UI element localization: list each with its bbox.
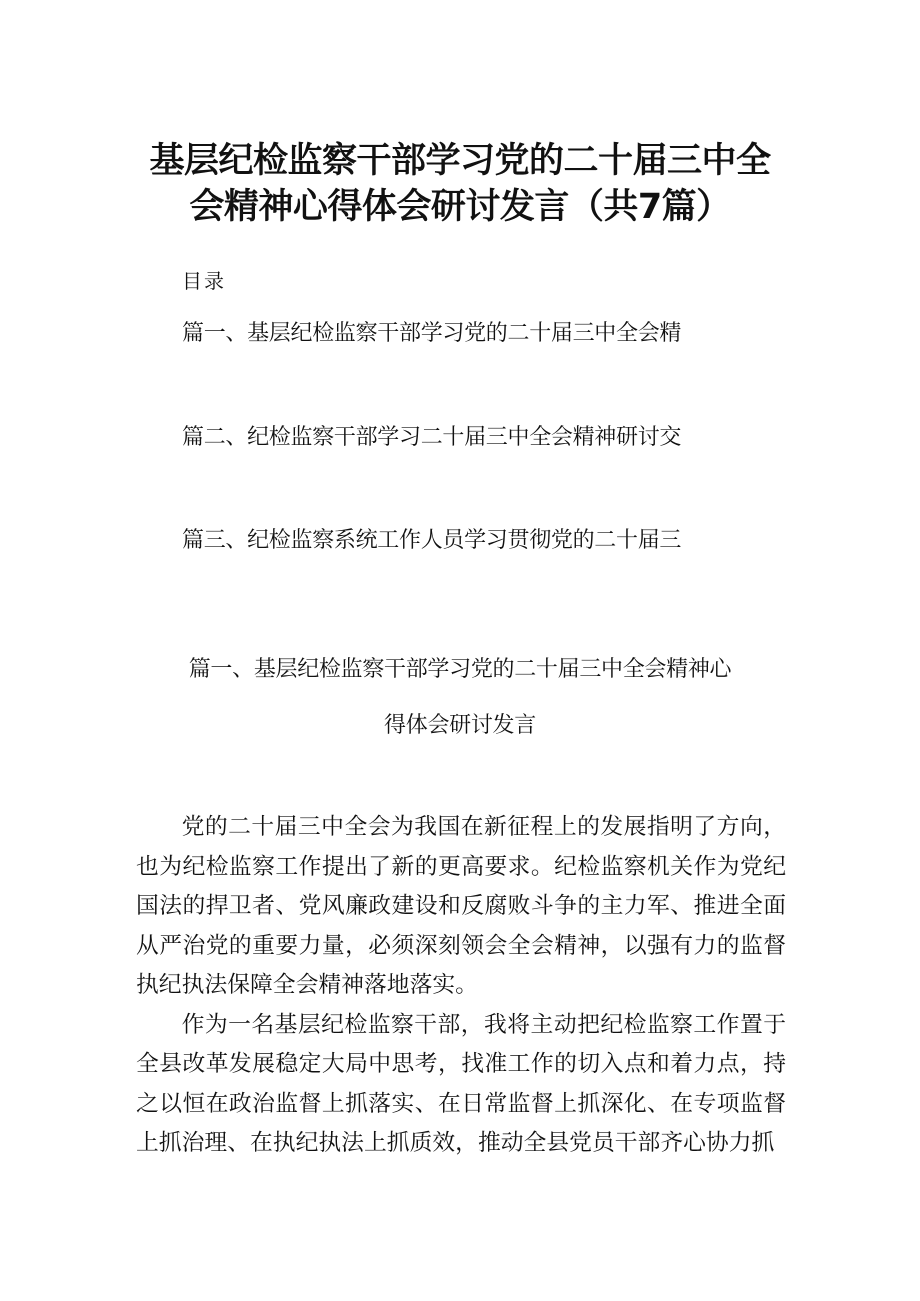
document-title	[100, 138, 820, 230]
toc-item-2[interactable]: 篇二、纪检监察干部学习二十届三中全会精神研讨交	[182, 425, 682, 450]
body-text	[136, 808, 786, 1164]
toc-item-1[interactable]: 篇一、基层纪检监察干部学习党的二十届三中全会精	[182, 321, 682, 346]
toc-item-3[interactable]: 篇三、纪检监察系统工作人员学习贯彻党的二十届三	[182, 528, 682, 553]
toc-heading: 目录	[182, 269, 226, 293]
section-title-line-1: 篇一、基层纪检监察干部学习党的二十届三中全会精神心	[188, 657, 732, 682]
paragraph-1: 党的二十届三中全会为我国在新征程上的发展指明了方向，也为纪检监察工作提出了新的更高要求。纪检监察机关作为党纪国法的捍卫者、党风廉政建设和反腐败斗争的主力军、推进全面从严治党的重要力量，必须深刻领会全会精神，以强有力的监督执纪执法保障全会精神落地落实。	[136, 814, 786, 998]
section-title-line-2: 得体会研讨发言	[384, 713, 536, 738]
document-title-line-2: 会精神心得体会研讨发言（共7篇）	[189, 187, 731, 227]
paragraph-2: 作为一名基层纪检监察干部，我将主动把纪检监察工作置于全县改革发展稳定大局中思考，找准工作的切入点和着力点，持之以恒在政治监督上抓落实、在日常监督上抓深化、在专项监督上抓治理、在执纪执法上抓质效，推动全县党员干部齐心协力抓	[136, 1011, 786, 1156]
document-title-line-1: 基层纪检监察干部学习党的二十届三中全	[149, 141, 771, 181]
